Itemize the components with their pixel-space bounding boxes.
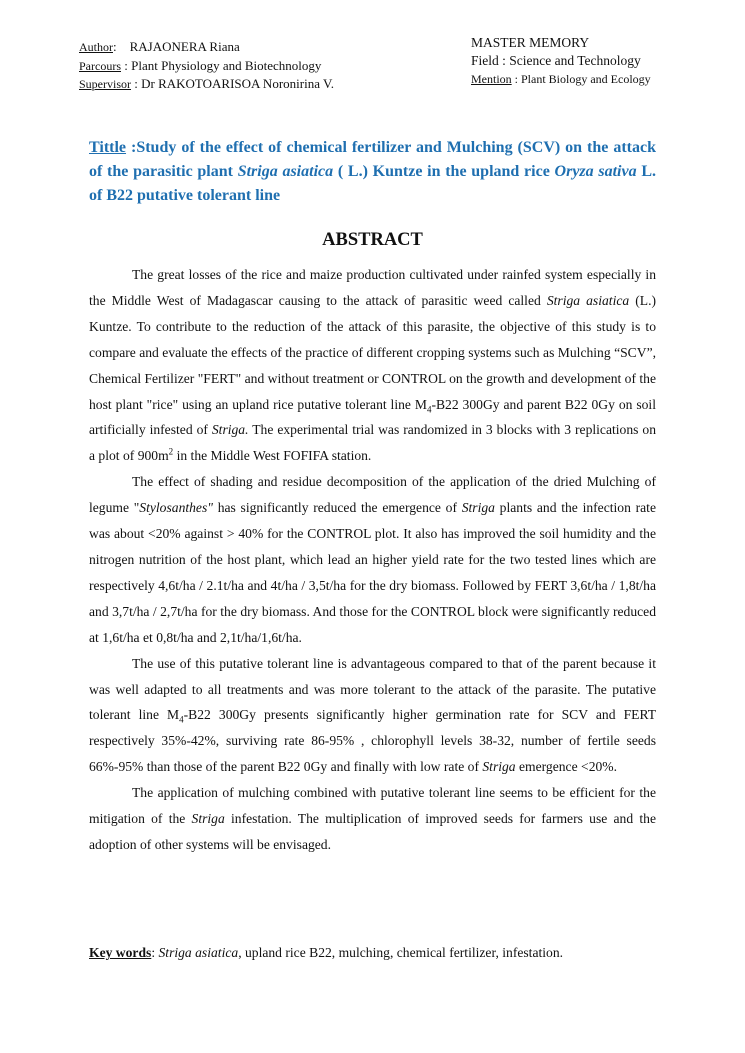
p1-text-g: in the Middle West FOFIFA station. — [173, 448, 372, 464]
supervisor-value: : Dr RAKOTOARISOA Noronirina V. — [131, 76, 334, 91]
p3-subscript: 4 — [179, 715, 184, 726]
author-line — [79, 38, 334, 57]
parcours-line — [79, 57, 334, 76]
p3-text-a: The use of this putative tolerant line is advantageous compared to that of the parent because it was well adapted to all treatments and was more tolerant to the attack of the parasite. The putative tolerant line M — [89, 655, 656, 723]
keywords-rest: , upland rice B22, mulching, chemical fertilizer, infestation. — [238, 945, 564, 960]
title-label: Tittle — [89, 139, 127, 156]
abstract-body — [89, 262, 656, 858]
title-host: Oryza sativa — [554, 163, 637, 180]
paragraph-2 — [89, 469, 656, 650]
author-value: : RAJAONERA Riana — [113, 39, 240, 54]
keywords — [89, 943, 656, 963]
p3-text-b: -B22 300Gy presents significantly higher germination rate for SCV and FERT respectively 35%-42%, surviving rate 86-95% , chlorophyll levels 38-32, number of fertile seeds 66%-95% than those of the parent B22 0Gy and finally with low rate of — [89, 707, 656, 775]
p1-superscript: 2 — [168, 446, 174, 457]
parcours-value: : Plant Physiology and Biotechnology — [121, 57, 322, 73]
p1-species: Striga asiatica — [546, 292, 630, 308]
mention-value: : Plant Biology and Ecology — [511, 72, 651, 86]
title-text-3: L. of B22 putative tolerant line — [89, 163, 657, 204]
keywords-label: Key words — [89, 945, 152, 960]
p1-text-d: -B22 300Gy and parent B22 0Gy on soil artificially infested of — [89, 396, 656, 438]
title-text-1: :Study of the effect of chemical fertilizer and Mulching (SCV) on the attack of the parasitic plant — [89, 139, 656, 180]
header-right — [471, 34, 651, 88]
field-line: Field : Science and Technology — [471, 53, 641, 68]
p1-text-a: The great losses of the rice and maize production cultivated under rainfed system especially in the Middle West of Madagascar causing to the attack of parasitic weed called — [89, 267, 656, 308]
keywords-colon: : — [151, 945, 159, 960]
parcours-label: Parcours — [79, 58, 121, 73]
mention-label: Mention — [471, 72, 512, 86]
p4-striga: Striga — [191, 811, 225, 827]
p3-text-d: emergence <20%. — [515, 759, 618, 775]
supervisor-line — [79, 75, 334, 94]
abstract-heading: ABSTRACT — [322, 230, 423, 250]
document-title — [89, 136, 656, 208]
header-left — [79, 38, 334, 94]
mention-line — [471, 70, 651, 88]
p2-text-a: The effect of shading and residue decomposition of the application of the dried Mulching of legume " — [89, 474, 656, 516]
p2-legume: Stylosanthes" — [139, 500, 213, 516]
p2-striga: Striga — [461, 500, 495, 516]
paragraph-3 — [89, 651, 656, 781]
author-label: Author — [79, 40, 113, 54]
p1-text-f: The experimental trial was randomized in 3 blocks with 3 replications on a plot of 900m — [89, 422, 656, 464]
p2-text-c: has significantly reduced the emergence of — [212, 500, 462, 516]
p3-striga: Striga — [482, 759, 516, 775]
p1-subscript: 4 — [426, 404, 432, 415]
p1-text-c: (L.) Kuntze. To contribute to the reduction of the attack of this parasite, the objective of this study is to compare and evaluate the effects of the practice of different cropping systems such as Mulching “SCV”, Chemical Fertilizer "FERT" and without treatment or CONTROL on the growth and development of the host plant "rice" using an upland rice putative tolerant line M — [89, 292, 656, 412]
paragraph-4 — [89, 780, 656, 858]
memory-type: MASTER MEMORY — [471, 35, 590, 50]
p1-striga: Striga. — [211, 422, 249, 438]
title-text-2: ( L.) Kuntze in the upland rice — [333, 163, 555, 180]
p2-text-e: plants and the infection rate was about <20% against > 40% for the CONTROL plot. It also has improved the soil humidity and the nitrogen nutrition of the host plant, which lead an higher yield rate for the two tested lines which are respectively 4,6t/ha / 2.1t/ha and 4t/ha / 3,5t/ha for the dry biomass. Followed by FERT 3,6t/ha / 1,8t/ha and 3,7t/ha / 2,7t/ha for the dry biomass. And those for the CONTROL block were significantly reduced at 1,6t/ha et 0,8t/ha and 2,1t/ha/1,6t/ha. — [89, 500, 656, 645]
paragraph-1 — [89, 262, 656, 469]
p4-text-a: The application of mulching combined with putative tolerant line seems to be efficient for the mitigation of the — [89, 785, 656, 827]
p4-text-c: infestation. The multiplication of improved seeds for farmers use and the adoption of other systems will be envisaged. — [89, 811, 656, 852]
title-species: Striga asiatica — [237, 163, 334, 180]
supervisor-label: Supervisor — [79, 77, 131, 91]
keywords-species: Striga asiatica — [158, 945, 239, 960]
